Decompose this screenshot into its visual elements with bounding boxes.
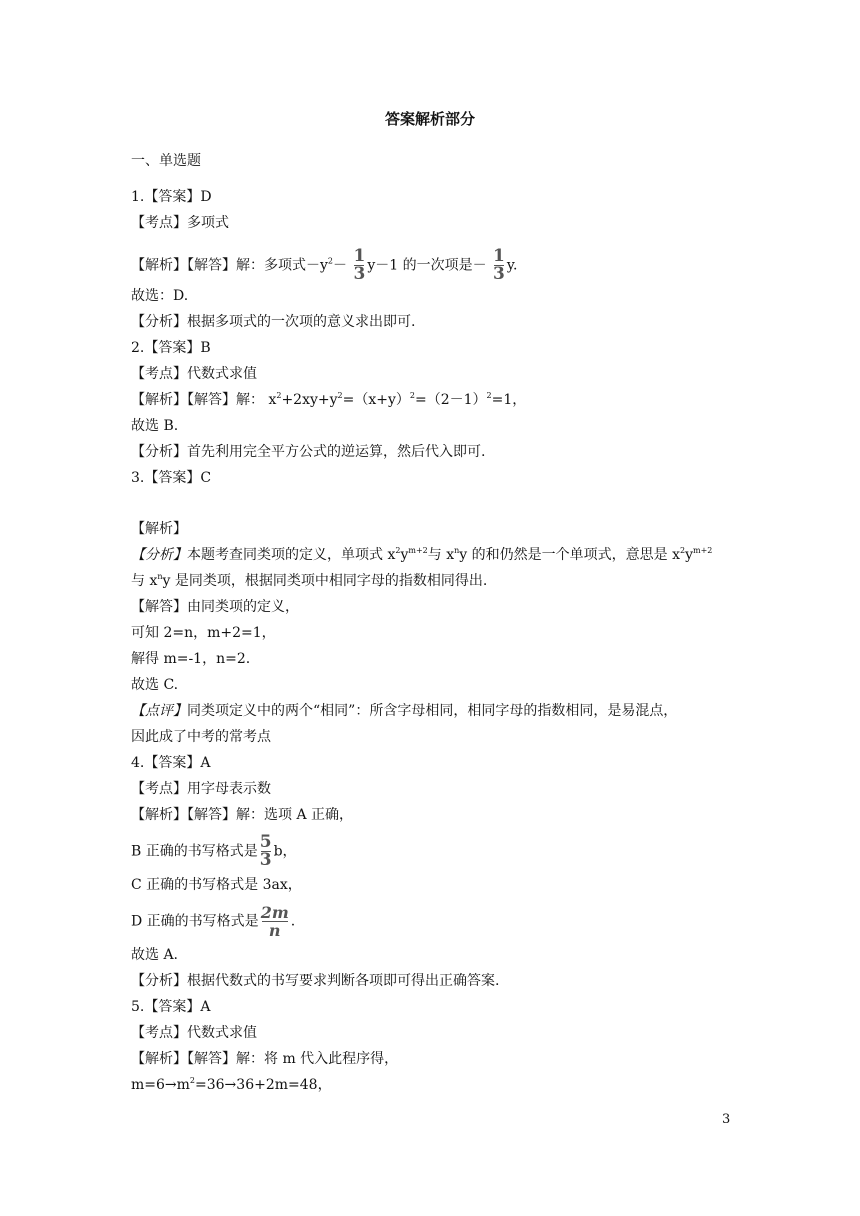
q4-answer: 4.【答案】A: [131, 755, 211, 771]
q2-topic: 【考点】代数式求值: [131, 366, 257, 382]
q2-sol-text: =（x+y）: [342, 392, 410, 408]
exponent: 2: [276, 391, 282, 400]
page-title: 答案解析部分: [384, 110, 475, 128]
q3-step1: 可知 2=n，m+2=1，: [131, 625, 276, 641]
fraction: [493, 248, 505, 283]
q3-review-cont: 因此成了中考的常考点: [131, 729, 271, 745]
q5-calc: [131, 1076, 332, 1094]
section-heading: 一、单选题: [131, 153, 201, 169]
q3-solve: 【解答】由同类项的定义，: [131, 599, 299, 615]
q5-answer: 5.【答案】A: [131, 999, 211, 1015]
q2-solution: [131, 391, 526, 409]
q4-option-b: [131, 834, 297, 869]
q2-choice: 故选 B.: [131, 418, 179, 434]
exponent: 2: [337, 391, 343, 400]
q4-option-c: C 正确的书写格式是 3ax，: [131, 877, 302, 893]
exponent: 2: [409, 391, 415, 400]
q4-text: b，: [273, 843, 297, 860]
q4-choice: 故选 A.: [131, 947, 179, 963]
fraction: [260, 834, 272, 869]
page-number: 3: [722, 1112, 731, 1127]
q3-text: 本题考查同类项的定义，单项式 x: [187, 547, 396, 563]
q3-text: 与 x: [131, 573, 158, 589]
numerator: 5: [259, 832, 272, 852]
q3-analysis: [131, 546, 712, 564]
q1-sol-text: y－1 的一次项是－: [367, 257, 487, 274]
q4-option-d: [131, 904, 295, 939]
exponent: 2: [327, 256, 334, 266]
exponent: n: [454, 546, 460, 555]
numerator: 2m: [260, 903, 289, 922]
exponent: m+2: [408, 546, 428, 555]
q4-solution: 【解析】【解答】解：选项 A 正确，: [131, 807, 354, 823]
q2-sol-text: =（2－1）: [415, 392, 487, 408]
exponent: 2: [189, 1076, 196, 1085]
q2-sol-text: 【解析】【解答】解： x: [131, 392, 277, 408]
q2-sol-text: +2xy+y: [281, 392, 338, 408]
q3-choice: 故选 C.: [131, 677, 179, 693]
fraction: [353, 248, 365, 283]
q3-text: y: [685, 547, 694, 563]
q3-jiexi: 【解析】: [131, 521, 187, 537]
numerator: 1: [353, 246, 366, 266]
denominator: 3: [493, 264, 505, 284]
numerator: 1: [493, 246, 505, 266]
q3-analysis-cont: [131, 572, 487, 590]
denominator: 3: [259, 850, 272, 870]
q4-text: B 正确的书写格式是: [131, 843, 258, 860]
q1-sol-text: 【解析】【解答】解：多项式－y: [131, 257, 328, 274]
q2-analysis: 【分析】首先利用完全平方公式的逆运算，然后代入即可.: [131, 444, 486, 460]
denominator: 3: [353, 264, 366, 284]
q5-text: =36→36+2m=48，: [195, 1077, 332, 1093]
exponent: 2: [486, 391, 492, 400]
q3-text: y 是同类项，根据同类项中相同字母的指数相同得出.: [162, 573, 488, 589]
q1-choice: 故选：D.: [131, 288, 189, 304]
q3-text: y: [400, 547, 409, 563]
fraction: [261, 904, 289, 939]
q5-solution: 【解析】【解答】解：将 m 代入此程序得，: [131, 1051, 399, 1067]
q3-answer: 3.【答案】C: [131, 470, 212, 486]
exponent: 2: [395, 546, 401, 555]
q3-text: y 的和仍然是一个单项式，意思是 x: [459, 547, 680, 563]
q1-sol-text: y.: [506, 257, 518, 274]
q3-text: 同类项定义中的两个“相同”：所含字母相同，相同字母的指数相同，是易混点，: [187, 703, 678, 719]
exponent: n: [157, 572, 163, 581]
q3-review: [131, 702, 677, 720]
q5-topic: 【考点】代数式求值: [131, 1025, 257, 1041]
q3-step2: 解得 m=-1，n=2.: [131, 651, 251, 667]
analysis-label: 【分析】: [131, 547, 187, 563]
q4-text: .: [290, 913, 296, 930]
q1-analysis: 【分析】根据多项式的一次项的意义求出即可.: [131, 314, 416, 330]
q1-answer: 1.【答案】D: [131, 189, 212, 205]
q4-topic: 【考点】用字母表示数: [131, 781, 271, 797]
exponent: m+2: [693, 546, 713, 555]
q5-text: m=6→m: [131, 1077, 190, 1093]
q1-topic: 【考点】多项式: [131, 215, 229, 231]
review-label: 【点评】: [131, 703, 187, 719]
q1-sol-text: －: [333, 257, 348, 274]
q3-text: 与 x: [427, 547, 455, 563]
denominator: n: [268, 921, 281, 940]
q2-answer: 2.【答案】B: [131, 340, 211, 356]
q2-sol-text: =1，: [491, 392, 527, 408]
exponent: 2: [680, 546, 686, 555]
q1-solution: [131, 248, 517, 283]
q4-analysis: 【分析】根据代数式的书写要求判断各项即可得出正确答案.: [131, 973, 500, 989]
q4-text: D 正确的书写格式是: [131, 913, 259, 930]
